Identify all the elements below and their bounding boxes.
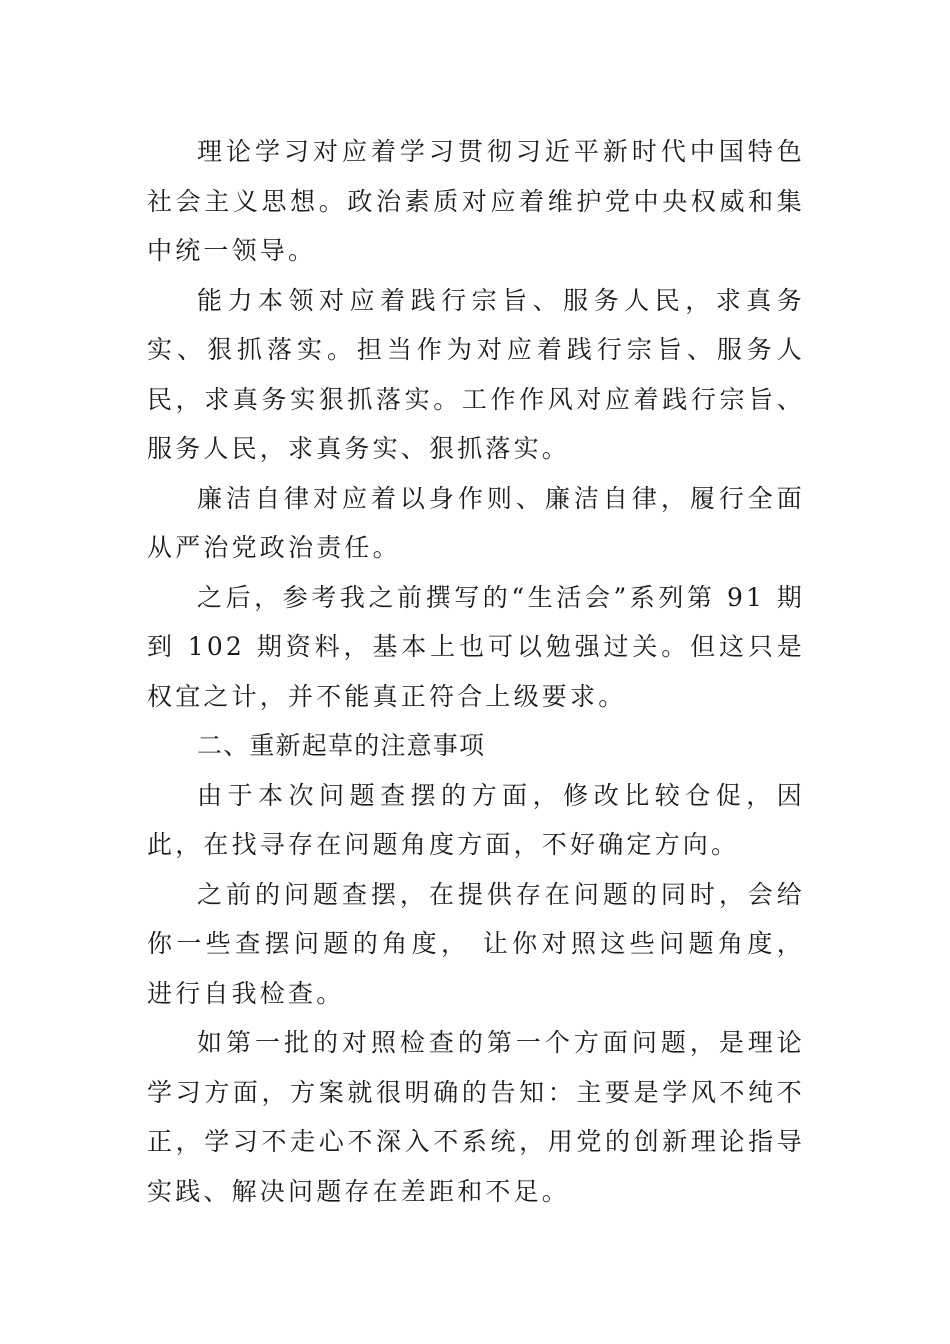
section-heading: 二、重新起草的注意事项 (197, 731, 486, 760)
paragraph-hasty-revision: 由于本次问题查摆的方面，修改比较仓促，因此，在找寻存在问题角度方面，不好确定方向。 (147, 780, 805, 859)
paragraph-theory-study: 理论学习对应着学习贯彻习近平新时代中国特色社会主义思想。政治素质对应着维护党中央权威和集中统一领导。 (147, 137, 805, 265)
paragraph-reference: 之后，参考我之前撰写的“生活会”系列第 91 期到 102 期资料，基本上也可以勉强过关。但这只是权宜之计，并不能真正符合上级要求。 (147, 582, 805, 711)
paragraph-previous-review: 之前的问题查摆，在提供存在问题的同时，会给你一些查摆问题的角度， 让你对照这些问题角度，进行自我检查。 (147, 879, 805, 1008)
paragraph-ability: 能力本领对应着践行宗旨、服务人民，求真务实、狠抓落实。担当作为对应着践行宗旨、服务人民，求真务实狠抓落实。工作作风对应着践行宗旨、服务人民，求真务实、狠抓落实。 (147, 285, 805, 463)
paragraph-integrity: 廉洁自律对应着以身作则、廉洁自律，履行全面从严治党政治责任。 (147, 483, 805, 562)
document-body (147, 127, 805, 1216)
paragraph-first-batch: 如第一批的对照检查的第一个方面问题，是理论学习方面，方案就很明确的告知：主要是学风不纯不正，学习不走心不深入不系统，用党的创新理论指导实践、解决问题存在差距和不足。 (147, 1028, 805, 1206)
